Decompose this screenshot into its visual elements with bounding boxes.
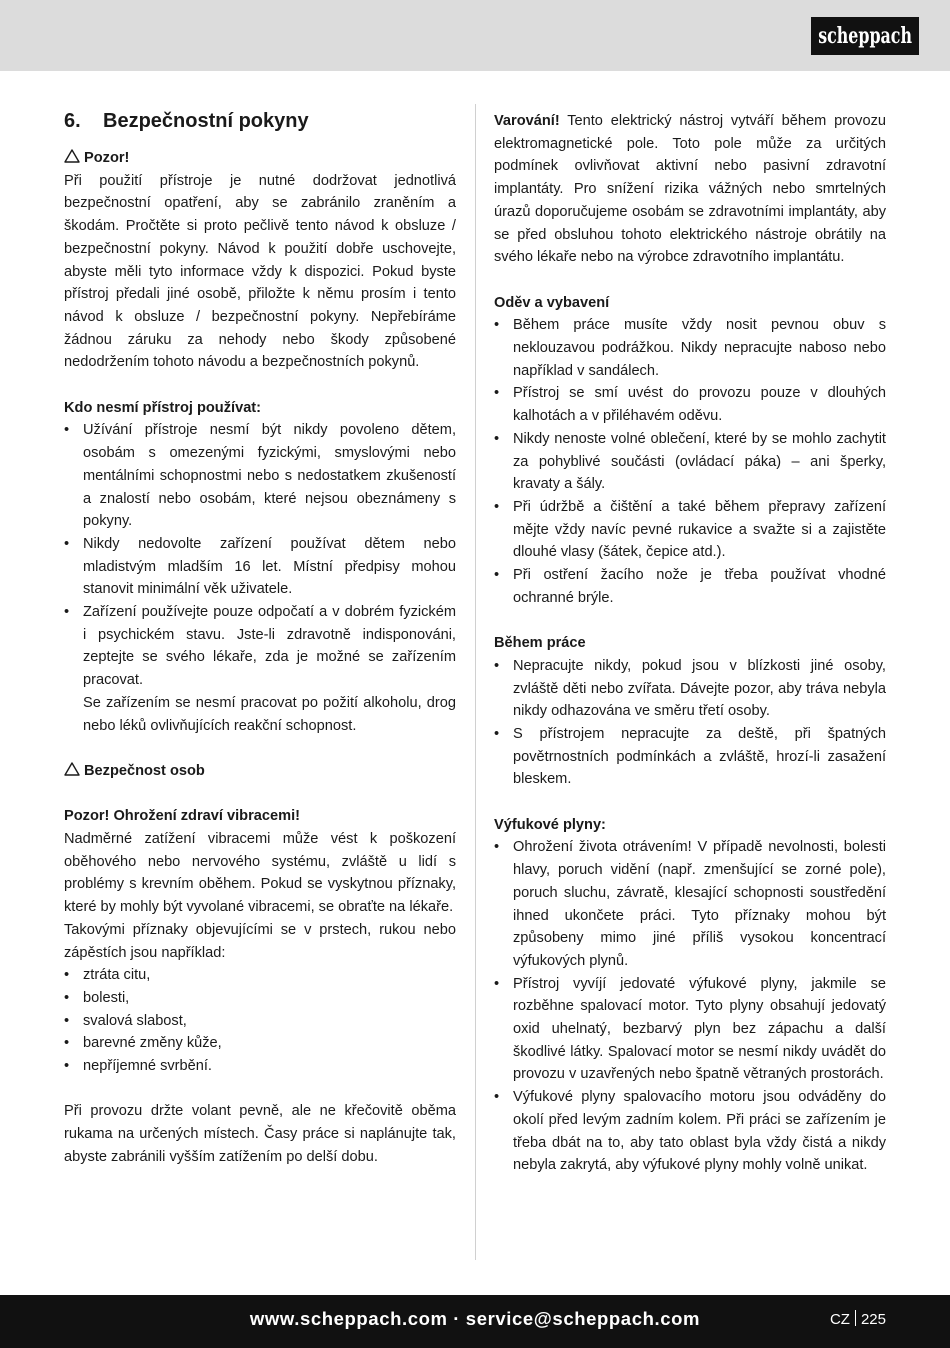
- list-item: • Při ostření žacího nože je třeba používat vhodné ochranné brýle.: [494, 564, 886, 609]
- vibrace-heading: Pozor! Ohrožení zdraví vibracemi!: [64, 808, 300, 825]
- column-divider: [475, 104, 476, 1260]
- varovani-text: Tento elektrický nástroj vytváří během provozu elektromagnetické pole. Toto pole může za určitých podmínek ovlivňovat aktivní nebo pasivní zdravotní implantáty. Pro snížení rizika vážných nebo smrtelných úrazů doporučujeme osobám se zdravotními implantáty, aby se před obsluhou tohoto elektrického nástroje obrátily na svého lékaře nebo na výrobce zdravotního implantátu.: [494, 113, 886, 266]
- section-number: 6.: [64, 110, 81, 132]
- left-column: [64, 110, 456, 1169]
- pozor-text: Při použití přístroje je nutné dodržovat jednotlivá bezpečnostní opatření, aby se zabránilo zraněním a škodám. Pročtěte si proto pečlivě tento návod k obsluze / bezpečnostní pokyny. Návod k použití dobře uschovejte, abyste měli tyto informace vždy k dispozici. Pokud byste přístroj předali jiné osobě, přiložte k němu prosím i tento návod k obsluze / bezpečnostní pokyny. Nepřebíráme žádnou záruku za nehody nebo škody způsobené nedodržením tohoto návodu a bezpečnostních pokynů.: [64, 172, 456, 371]
- list-item: • bolesti,: [64, 987, 456, 1010]
- kdo-list: [64, 419, 456, 691]
- list-item: • Zařízení používejte pouze odpočatí a v dobrém fyzickém i psychickém stavu. Jste-li zdravotně indisponováni, zeptejte se svého lékaře, zda je možné se zařízením pracovat.: [64, 601, 456, 692]
- warning-icon: [64, 762, 80, 776]
- list-item: • barevné změny kůže,: [64, 1032, 456, 1055]
- list-item: • svalová slabost,: [64, 1010, 456, 1033]
- symptoms-list: [64, 964, 456, 1078]
- list-item: • nepříjemné svrbění.: [64, 1055, 456, 1078]
- pozor-heading: [64, 147, 456, 170]
- page-footer: [0, 1295, 950, 1348]
- list-item: • S přístrojem nepracujte za deště, při špatných povětrnostních podmínkách a zvláště, hrozí-li zasažení bleskem.: [494, 723, 886, 791]
- list-item: • Užívání přístroje nesmí být nikdy povoleno dětem, osobám s omezenými fyzickými, smyslovými nebo mentálními schopnostmi nebo s nedostatkem zkušeností a znalostí nebo osobám, které nejsou obeznámeny s pokyny.: [64, 419, 456, 533]
- kdo-continuation: Se zařízením se nesmí pracovat po požití alkoholu, drog nebo léků ovlivňujících reakční schopnost.: [83, 694, 456, 734]
- list-item: • Nikdy nedovolte zařízení používat dětem nebo mladistvým mladším 16 let. Místní předpisy mohou stanovit minimální věk uživatele.: [64, 533, 456, 601]
- behem-list: [494, 655, 886, 791]
- footer-contact: www.scheppach.com · service@scheppach.com: [249, 1308, 701, 1329]
- varovani-paragraph: [494, 110, 886, 269]
- language-code: CZ: [829, 1311, 850, 1328]
- separator: [855, 1310, 856, 1326]
- right-column: [494, 110, 886, 1177]
- page-number: [830, 1310, 886, 1328]
- vyfuk-list: [494, 836, 886, 1177]
- page-number-value: 225: [860, 1311, 886, 1328]
- osob-title: Bezpečnost osob: [84, 762, 205, 779]
- list-item: • Ohrožení života otrávením! V případě nevolnosti, bolesti hlavy, poruch vidění (např. zmenšující se zorné pole), poruch sluchu, závratě, klesající schopnosti soustředění ihned ukončete práci. Tyto příznaky mohou být způsobeny mimo jiné příliš vysokou koncentrací výfukových plynů.: [494, 836, 886, 972]
- symptoms-text: Takovými příznaky objevujícími se v prstech, rukou nebo zápěstích jsou například:: [64, 921, 456, 961]
- vibrace-text: Nadměrné zatížení vibracemi může vést k poškození oběhového nebo nervového systému, zvláště u lidí s problémy s krevním oběhem. Pokud se vyskytnou příznaky, které by mohly být vyvolané vibracemi, se obraťte na lékaře.: [64, 831, 456, 916]
- pozor-title: Pozor!: [84, 150, 130, 166]
- section-heading: [64, 110, 456, 132]
- provoz-text: Při provozu držte volant pevně, ale ne křečovitě oběma rukama na určených místech. Časy práce si naplánujte tak, abyste zabránili vyšším zatížením po delší dobu.: [64, 1103, 456, 1165]
- varovani-label: Varování!: [494, 113, 560, 129]
- list-item: • Nikdy nenoste volné oblečení, které by se mohlo zachytit za pohyblivé součásti (ovládací páka) – ani šperky, kravaty a šály.: [494, 428, 886, 496]
- odev-heading: Oděv a vybavení: [494, 294, 610, 311]
- list-item: • Výfukové plyny spalovacího motoru jsou odváděny do okolí před levým zadním kolem. Při práci se zařízením je třeba dbát na to, aby tato oblast byla vždy čistá a nikdy nebyla zakrytá, aby výfukové plyny mohly volně unikat.: [494, 1086, 886, 1177]
- warning-icon: [64, 149, 80, 163]
- list-item: • Při údržbě a čištění a také během přepravy zařízení mějte vždy navíc pevné rukavice a svažte si a zajistěte dlouhé vlasy (šátek, čepice atd.).: [494, 496, 886, 564]
- list-item: • Nepracujte nikdy, pokud jsou v blízkosti jiné osoby, zvláště děti nebo zvířata. Dávejte pozor, aby tráva nebyla nikdy odhazována ve směru třetí osoby.: [494, 655, 886, 723]
- list-item: • Během práce musíte vždy nosit pevnou obuv s neklouzavou podrážkou. Nikdy nepracujte naboso nebo například v sandálech.: [494, 314, 886, 382]
- odev-list: [494, 314, 886, 609]
- osob-heading: [64, 760, 456, 783]
- vyfuk-heading: Výfukové plyny:: [494, 816, 606, 833]
- scheppach-logo: [811, 17, 919, 55]
- behem-heading: Během práce: [494, 635, 586, 652]
- kdo-heading: Kdo nesmí přístroj používat:: [64, 399, 262, 416]
- list-item: • Přístroj se smí uvést do provozu pouze v dlouhých kalhotách a v přiléhavém oděvu.: [494, 382, 886, 427]
- list-item: • Přístroj vyvíjí jedovaté výfukové plyny, jakmile se rozběhne spalovací motor. Tyto plyny obsahují jedovatý oxid uhelnatý, bezbarvý plyn bez zápachu a další škodlivé látky. Spalovací motor se nesmí nikdy uvádět do provozu v uzavřených nebo špatně větraných prostorách.: [494, 973, 886, 1087]
- section-title: Bezpečnostní pokyny: [103, 110, 309, 132]
- logo-text: scheppach: [818, 23, 912, 49]
- page-header: [0, 0, 950, 71]
- list-item: • ztráta citu,: [64, 964, 456, 987]
